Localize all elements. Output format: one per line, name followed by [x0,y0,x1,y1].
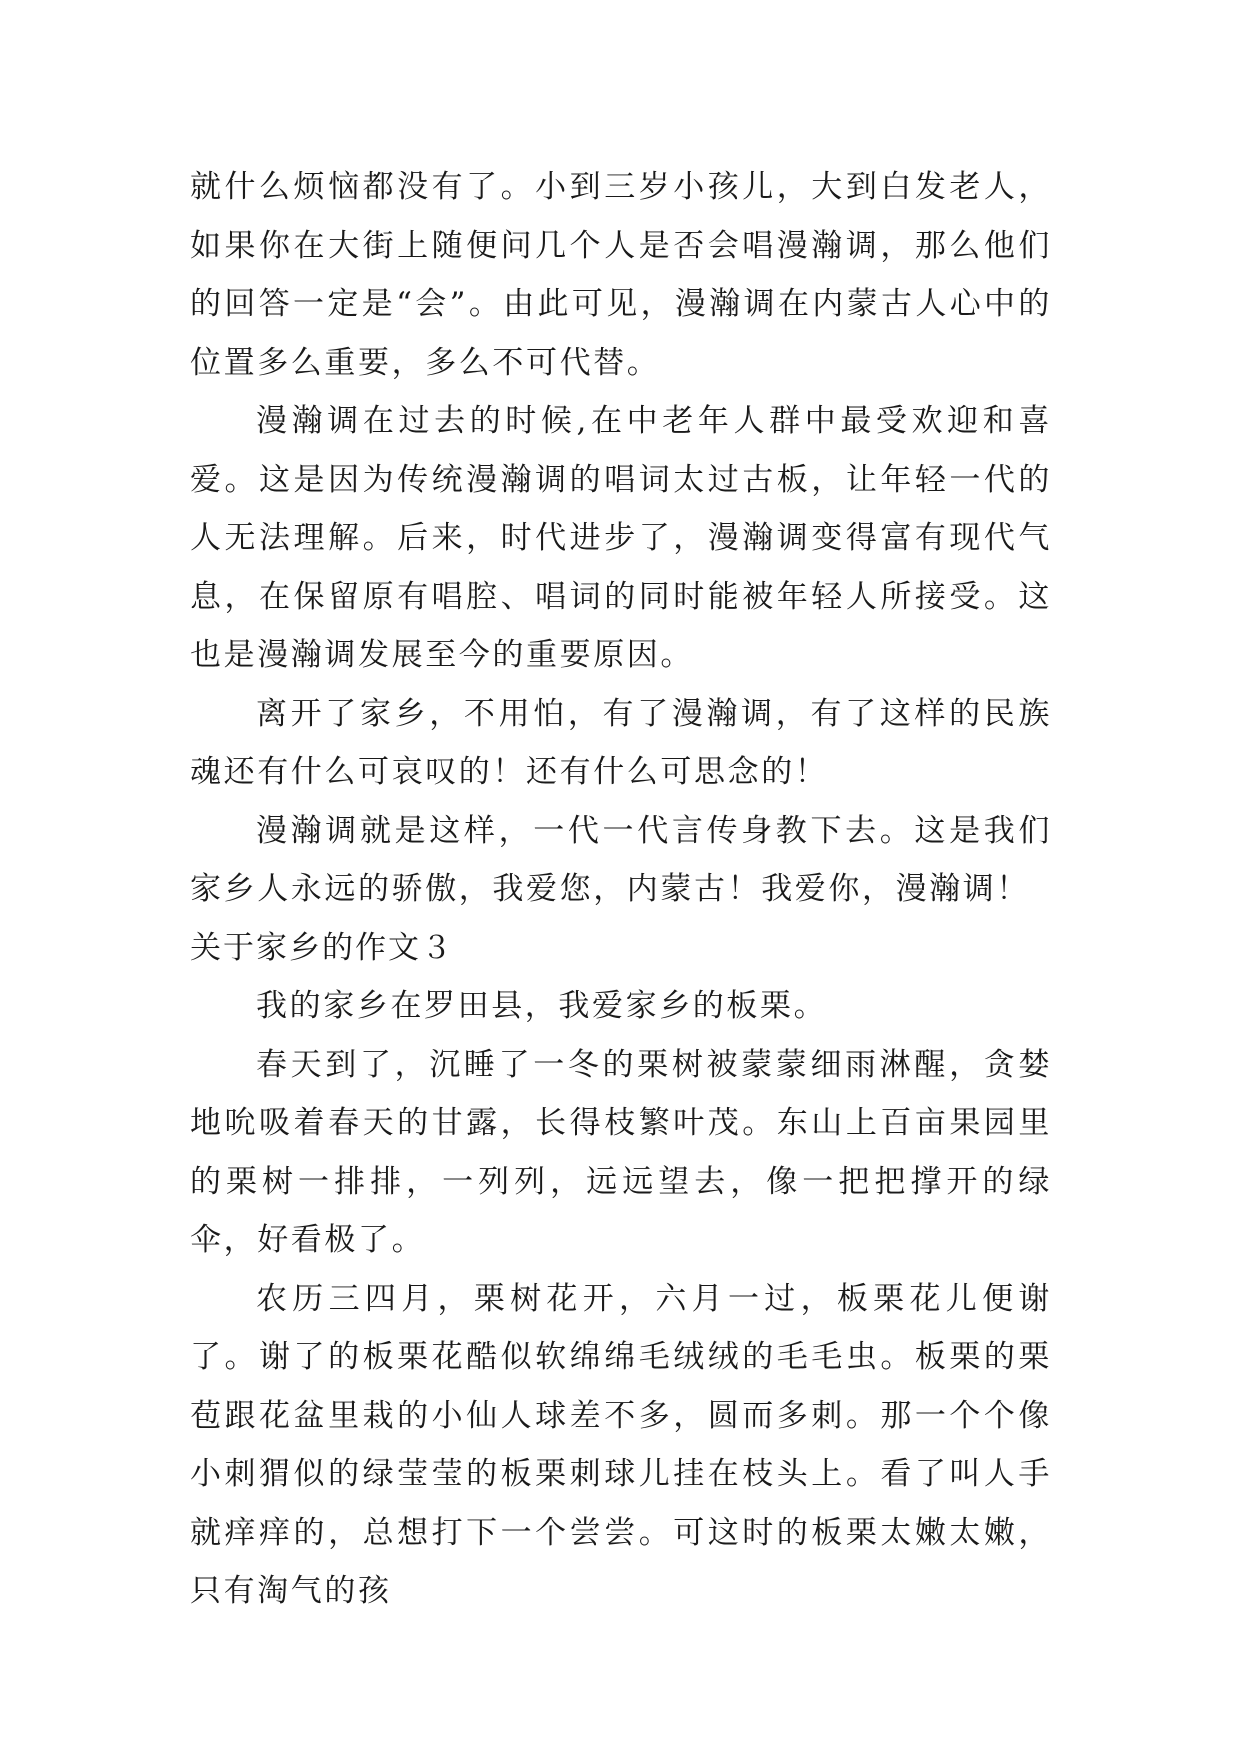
paragraph-chestnut-flowers: 农历三四月，栗树花开，六月一过，板栗花儿便谢了。谢了的板栗花酷似软绵绵毛绒绒的毛毛虫。板栗的栗苞跟花盆里栽的小仙人球差不多，圆而多刺。那一个个像小刺猬似的绿莹莹的板栗刺球儿挂在枝头上。看了叫人手就痒痒的，总想打下一个尝尝。可这时的板栗太嫩太嫩，只有淘气的孩 [190,1280,1052,1609]
paragraph-hometown-intro: 我的家乡在罗田县，我爱家乡的板栗。 [256,988,828,1024]
paragraph-continuation: 就什么烦恼都没有了。小到三岁小孩儿，大到白发老人，如果你在大街上随便问几个人是否会唱漫瀚调，那么他们的回答一定是“会”。由此可见，漫瀚调在内蒙古人心中的位置多么重要，多么不可代替。 [190,169,1052,381]
document-body [190,158,1052,1621]
paragraph-spring: 春天到了，沉睡了一冬的栗树被蒙蒙细雨淋醒，贪婪地吮吸着春天的甘露，长得枝繁叶茂。东山上百亩果园里的栗树一排排，一列列，远远望去，像一把把撑开的绿伞，好看极了。 [190,1046,1052,1258]
paragraph-pride: 漫瀚调就是这样，一代一代言传身教下去。这是我们家乡人永远的骄傲，我爱您，内蒙古！我爱你，漫瀚调！ [190,812,1052,907]
section-heading: 关于家乡的作文３ [190,929,454,966]
paragraph-manhan-history: 漫瀚调在过去的时候,在中老年人群中最受欢迎和喜爱。这是因为传统漫瀚调的唱词太过古板，让年轻一代的人无法理解。后来，时代进步了，漫瀚调变得富有现代气息，在保留原有唱腔、唱词的同时能被年轻人所接受。这也是漫瀚调发展至今的重要原因。 [190,403,1052,673]
paragraph-leaving-home: 离开了家乡，不用怕，有了漫瀚调，有了这样的民族魂还有什么可哀叹的！还有什么可思念的！ [190,695,1052,790]
